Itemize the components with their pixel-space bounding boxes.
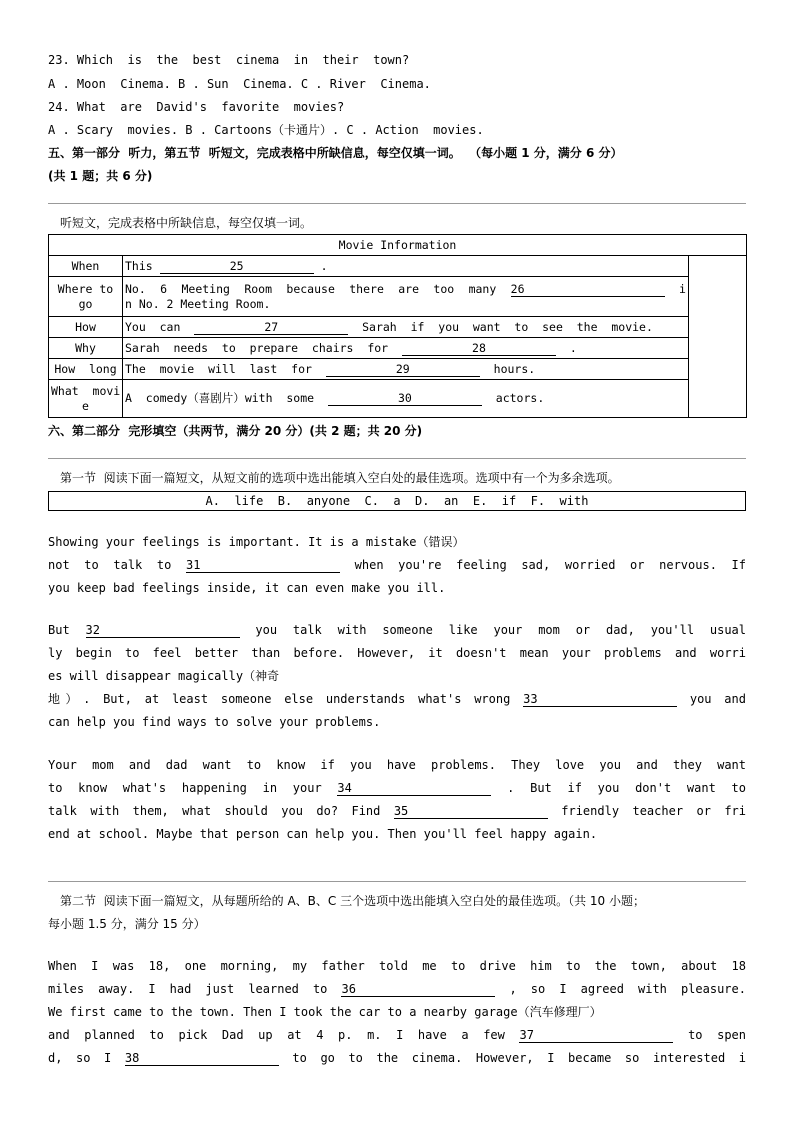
- section5-heading: 五、第一部分 听力，第五节 听短文，完成表格中所缺信息，每空仅填一词。 （每小题 1 分，满分 6 分）: [48, 146, 623, 160]
- passage-2: When I was 18, one morning, my father told me to drive him to the town, about 18 miles away. I had just learned to 36 , so I agreed with pleasure. We first came to the town. Then I took the car to a nearby garage（汽车修理厂） and planned to pick Dad up at 4 p. m. I have a few 37 to spen d, so I 38 to go to the cinema. However, I became so interested i: [48, 959, 747, 1065]
- table-row: [49, 256, 747, 277]
- row-label: Where to go: [49, 277, 123, 317]
- row-content: You can 27 Sarah if you want to see the movie.: [123, 317, 689, 338]
- table-row: [49, 380, 747, 418]
- section5-sub: (共 1 题；共 6 分): [48, 169, 153, 183]
- passage-1-para-2: But 32 you talk with someone like your mom or dad, you'll usual ly begin to feel better than before. However, it doesn't mean your problems and worri es will disappear magically（神奇 地）. But, at least someone else understands what's wrong 33 you and can help you find ways to solve your problems.: [48, 623, 747, 729]
- blank-31[interactable]: 31: [186, 559, 340, 573]
- row-label: How: [49, 317, 123, 338]
- section5-instruction: 听短文，完成表格中所缺信息，每空仅填一词。: [60, 216, 313, 230]
- blank-26[interactable]: 26: [511, 283, 665, 297]
- table-row: [49, 277, 747, 317]
- blank-33[interactable]: 33: [523, 693, 677, 707]
- divider: [48, 881, 746, 882]
- movie-info-table: [48, 234, 747, 418]
- table-row: [49, 359, 747, 380]
- table-title: Movie Information: [49, 235, 747, 256]
- divider: [48, 458, 746, 459]
- row-label: How long: [49, 359, 123, 380]
- row-label: What movi e: [49, 380, 123, 418]
- blank-38[interactable]: 38: [125, 1052, 279, 1066]
- blank-30[interactable]: 30: [328, 392, 482, 406]
- blank-37[interactable]: 37: [519, 1029, 673, 1043]
- blank-29[interactable]: 29: [326, 363, 480, 377]
- part2-instruction-line1: 第二节 阅读下面一篇短文，从每题所给的 A、B、C 三个选项中选出能填入空白处的最佳选项。（共 10 小题；: [60, 894, 645, 908]
- table-row: [49, 317, 747, 338]
- section6-heading: 六、第二部分 完形填空（共两节，满分 20 分）(共 2 题；共 20 分): [48, 424, 423, 438]
- blank-28[interactable]: 28: [402, 342, 556, 356]
- blank-36[interactable]: 36: [341, 983, 495, 997]
- blank-35[interactable]: 35: [394, 805, 548, 819]
- blank-27[interactable]: 27: [194, 321, 348, 335]
- row-content: No. 6 Meeting Room because there are too many 26 i n No. 2 Meeting Room.: [123, 277, 689, 317]
- row-content: This 25 .: [123, 256, 689, 277]
- question-24: 24. What are David's favorite movies?: [48, 100, 345, 114]
- blank-25[interactable]: 25: [160, 260, 314, 274]
- empty-cell: [689, 256, 747, 418]
- row-content: The movie will last for 29 hours.: [123, 359, 689, 380]
- table-row: [49, 338, 747, 359]
- divider: [48, 203, 746, 204]
- part1-instruction: 第一节 阅读下面一篇短文，从短文前的选项中选出能填入空白处的最佳选项。选项中有一个为多余选项。: [60, 471, 620, 485]
- passage-1-para-3: Your mom and dad want to know if you have problems. They love you and they want to know what's happening in your 34 . But if you don't want to talk with them, what should you do? Find 35 friendly teacher or fri end at school. Maybe that person can help you. Then you'll feel happy again.: [48, 758, 747, 841]
- passage-1: Showing your feelings is important. It is a mistake（错误） not to talk to 31 when you're feeling sad, worried or nervous. If you keep bad feelings inside, it can even make you ill.: [48, 535, 747, 595]
- row-content: A comedy（喜剧片）with some 30 actors.: [123, 380, 689, 418]
- blank-32[interactable]: 32: [86, 624, 240, 638]
- question-24-options: A . Scary movies. B . Cartoons（卡通片）. C . Action movies.: [48, 123, 484, 137]
- row-label: Why: [49, 338, 123, 359]
- row-label: When: [49, 256, 123, 277]
- part2-instruction-line2: 每小题 1.5 分，满分 15 分）: [48, 917, 206, 931]
- question-23-options: A . Moon Cinema. B . Sun Cinema. C . River Cinema.: [48, 77, 431, 91]
- blank-34[interactable]: 34: [337, 782, 491, 796]
- question-23: 23. Which is the best cinema in their town?: [48, 53, 410, 67]
- word-options: A. life B. anyone C. a D. an E. if F. with: [48, 491, 746, 511]
- row-content: Sarah needs to prepare chairs for 28 .: [123, 338, 689, 359]
